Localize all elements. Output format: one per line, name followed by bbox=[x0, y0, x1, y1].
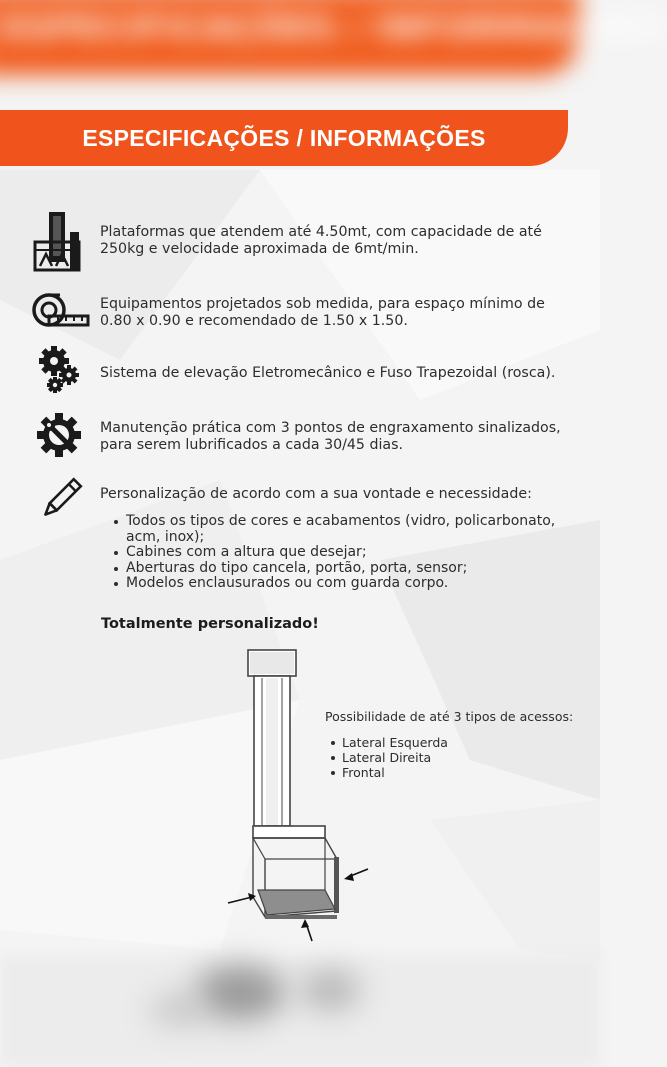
platform-icon bbox=[32, 210, 82, 278]
list-item: Modelos enclausurados ou com guarda corpo. bbox=[126, 576, 566, 592]
access-options bbox=[325, 709, 585, 780]
access-list bbox=[325, 735, 585, 780]
list-item: Cabines com a altura que desejar; bbox=[126, 545, 566, 561]
fully-customized-label: Totalmente personalizado! bbox=[101, 616, 319, 632]
pencil-icon bbox=[40, 478, 82, 524]
feature-text-platform: Plataformas que atendem até 4.50mt, com capacidade de até 250kg e velocidade aproximada de 6mt/min. bbox=[100, 224, 542, 257]
feature-text-dimensions: Equipamentos projetados sob medida, para espaço mínimo de 0.80 x 0.90 e recomendado de 1.50 x 1.50. bbox=[100, 296, 545, 329]
gears-icon bbox=[38, 345, 82, 399]
list-item: Todos os tipos de cores e acabamentos (vidro, policarbonato, acm, inox); bbox=[126, 514, 566, 545]
access-title: Possibilidade de até 3 tipos de acessos: bbox=[325, 709, 574, 724]
feature-text-customization: Personalização de acordo com a sua vontade e necessidade: bbox=[100, 486, 532, 502]
access-item-left: Lateral Esquerda bbox=[342, 735, 585, 750]
section-header bbox=[0, 110, 568, 166]
list-item: Aberturas do tipo cancela, portão, porta, sensor; bbox=[126, 561, 566, 577]
top-blurred-banner-text: ESPECIFICAÇÕES / INFORMAÇÕES bbox=[0, 8, 667, 48]
measuring-tape-icon bbox=[32, 292, 90, 332]
gear-wrench-icon bbox=[36, 412, 82, 462]
bottom-blurred-area bbox=[0, 955, 600, 1067]
access-item-front: Frontal bbox=[342, 765, 585, 780]
feature-text-elevation-system: Sistema de elevação Eletromecânico e Fuso Trapezoidal (rosca). bbox=[100, 365, 556, 381]
page-title: ESPECIFICAÇÕES / INFORMAÇÕES bbox=[82, 124, 486, 151]
lift-illustration bbox=[220, 645, 390, 945]
customization-list bbox=[126, 514, 566, 592]
access-item-right: Lateral Direita bbox=[342, 750, 585, 765]
feature-text-maintenance: Manutenção prática com 3 pontos de engraxamento sinalizados, para serem lubrificados a cada 30/45 dias. bbox=[100, 420, 561, 453]
top-blurred-banner bbox=[0, 0, 667, 75]
